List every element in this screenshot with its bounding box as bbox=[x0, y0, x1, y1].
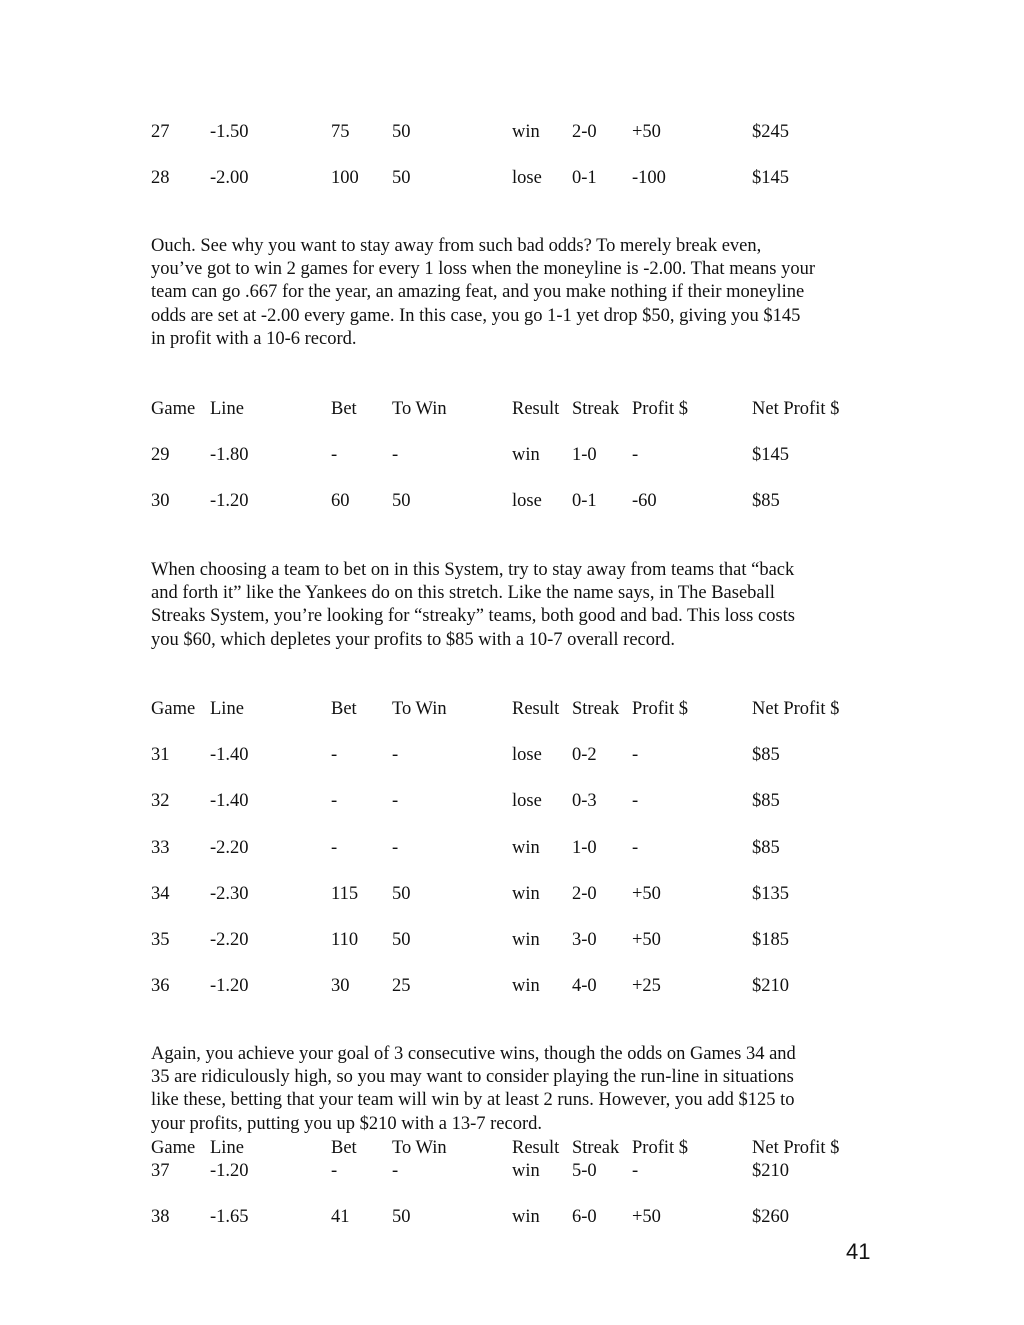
bet-cell: - bbox=[331, 1161, 338, 1181]
paragraph: When choosing a team to bet on in this System, try to stay away from teams that “back and forth it” like the Yankees do on this stretch. Like the name says, in The Baseball Streaks System, you’re looking for “streaky” teams, both good and bad. This loss costs you $60, which depletes your profits to $85 with a 10-7 overall record. bbox=[151, 560, 795, 650]
bet-cell: 100 bbox=[331, 168, 359, 188]
header-result: Result bbox=[512, 699, 560, 719]
result-cell: lose bbox=[512, 791, 542, 811]
line-cell: -2.00 bbox=[210, 168, 249, 188]
game-cell: 32 bbox=[151, 791, 170, 811]
net-profit-cell: $85 bbox=[752, 838, 780, 858]
net-profit-cell: $85 bbox=[752, 745, 780, 765]
net-profit-cell: $245 bbox=[752, 122, 789, 142]
profit-cell: - bbox=[632, 838, 639, 858]
to-win-cell: 50 bbox=[392, 1207, 411, 1227]
result-cell: lose bbox=[512, 745, 542, 765]
header-streak: Streak bbox=[572, 699, 620, 719]
profit-cell: - bbox=[632, 1161, 639, 1181]
header-line: Line bbox=[210, 699, 244, 719]
game-cell: 31 bbox=[151, 745, 170, 765]
header-game: Game bbox=[151, 699, 196, 719]
game-cell: 28 bbox=[151, 168, 170, 188]
profit-cell: -60 bbox=[632, 491, 657, 511]
to-win-cell: 25 bbox=[392, 976, 411, 996]
page-number: 41 bbox=[846, 1239, 871, 1264]
bet-cell: - bbox=[331, 838, 338, 858]
result-cell: win bbox=[512, 884, 540, 904]
profit-cell: - bbox=[632, 745, 639, 765]
bet-cell: 110 bbox=[331, 930, 359, 950]
streak-cell: 1-0 bbox=[572, 838, 597, 858]
streak-cell: 1-0 bbox=[572, 445, 597, 465]
result-cell: lose bbox=[512, 491, 542, 511]
net-profit-cell: $135 bbox=[752, 884, 789, 904]
streak-cell: 5-0 bbox=[572, 1161, 597, 1181]
profit-cell: +50 bbox=[632, 930, 661, 950]
line-cell: -1.40 bbox=[210, 791, 249, 811]
header-bet: Bet bbox=[331, 699, 357, 719]
profit-cell: +25 bbox=[632, 976, 661, 996]
header-line: Line bbox=[210, 1138, 244, 1158]
streak-cell: 0-1 bbox=[572, 491, 597, 511]
game-cell: 29 bbox=[151, 445, 170, 465]
header-bet: Bet bbox=[331, 399, 357, 419]
header-net-profit: Net Profit $ bbox=[752, 399, 840, 419]
bet-cell: - bbox=[331, 445, 338, 465]
profit-cell: +50 bbox=[632, 1207, 661, 1227]
header-net-profit: Net Profit $ bbox=[752, 1138, 840, 1158]
header-result: Result bbox=[512, 1138, 560, 1158]
net-profit-cell: $210 bbox=[752, 1161, 789, 1181]
line-cell: -1.50 bbox=[210, 122, 249, 142]
game-cell: 38 bbox=[151, 1207, 170, 1227]
bet-cell: - bbox=[331, 745, 338, 765]
result-cell: win bbox=[512, 1161, 540, 1181]
header-streak: Streak bbox=[572, 399, 620, 419]
bet-cell: 41 bbox=[331, 1207, 350, 1227]
line-cell: -2.20 bbox=[210, 838, 249, 858]
to-win-cell: - bbox=[392, 1161, 399, 1181]
to-win-cell: 50 bbox=[392, 884, 411, 904]
profit-cell: - bbox=[632, 791, 639, 811]
result-cell: win bbox=[512, 445, 540, 465]
result-cell: lose bbox=[512, 168, 542, 188]
streak-cell: 2-0 bbox=[572, 122, 597, 142]
to-win-cell: - bbox=[392, 445, 399, 465]
profit-cell: -100 bbox=[632, 168, 666, 188]
streak-cell: 2-0 bbox=[572, 884, 597, 904]
result-cell: win bbox=[512, 976, 540, 996]
line-cell: -1.40 bbox=[210, 745, 249, 765]
result-cell: win bbox=[512, 1207, 540, 1227]
net-profit-cell: $260 bbox=[752, 1207, 789, 1227]
header-profit: Profit $ bbox=[632, 1138, 689, 1158]
bet-cell: 115 bbox=[331, 884, 359, 904]
to-win-cell: - bbox=[392, 838, 399, 858]
line-cell: -2.20 bbox=[210, 930, 249, 950]
to-win-cell: - bbox=[392, 791, 399, 811]
header-profit: Profit $ bbox=[632, 699, 689, 719]
game-cell: 35 bbox=[151, 930, 170, 950]
streak-cell: 0-3 bbox=[572, 791, 597, 811]
header-streak: Streak bbox=[572, 1138, 620, 1158]
header-game: Game bbox=[151, 399, 196, 419]
streak-cell: 0-1 bbox=[572, 168, 597, 188]
net-profit-cell: $85 bbox=[752, 491, 780, 511]
header-net-profit: Net Profit $ bbox=[752, 699, 840, 719]
header-line: Line bbox=[210, 399, 244, 419]
streak-cell: 4-0 bbox=[572, 976, 597, 996]
game-cell: 37 bbox=[151, 1161, 170, 1181]
line-cell: -1.20 bbox=[210, 491, 249, 511]
streak-cell: 3-0 bbox=[572, 930, 597, 950]
header-profit: Profit $ bbox=[632, 399, 689, 419]
header-bet: Bet bbox=[331, 1138, 357, 1158]
header-to-win: To Win bbox=[392, 1138, 447, 1158]
bet-cell: 30 bbox=[331, 976, 350, 996]
line-cell: -1.20 bbox=[210, 1161, 249, 1181]
net-profit-cell: $85 bbox=[752, 791, 780, 811]
header-result: Result bbox=[512, 399, 560, 419]
paragraph: Ouch. See why you want to stay away from such bad odds? To merely break even, you’ve got to win 2 games for every 1 loss when the moneyline is -2.00. That means your team can go .667 for the year, an amazing feat, and you make nothing if their moneyline odds are set at -2.00 every game. In this case, you go 1-1 yet drop $50, giving you $145 in profit with a 10-6 record. bbox=[151, 236, 815, 349]
bet-cell: - bbox=[331, 791, 338, 811]
streak-cell: 0-2 bbox=[572, 745, 597, 765]
line-cell: -2.30 bbox=[210, 884, 249, 904]
streak-cell: 6-0 bbox=[572, 1207, 597, 1227]
profit-cell: +50 bbox=[632, 884, 661, 904]
game-cell: 36 bbox=[151, 976, 170, 996]
result-cell: win bbox=[512, 838, 540, 858]
line-cell: -1.20 bbox=[210, 976, 249, 996]
profit-cell: +50 bbox=[632, 122, 661, 142]
bet-cell: 75 bbox=[331, 122, 350, 142]
bet-cell: 60 bbox=[331, 491, 350, 511]
game-cell: 27 bbox=[151, 122, 170, 142]
result-cell: win bbox=[512, 122, 540, 142]
game-cell: 30 bbox=[151, 491, 170, 511]
line-cell: -1.65 bbox=[210, 1207, 249, 1227]
paragraph: Again, you achieve your goal of 3 consecutive wins, though the odds on Games 34 and 35 are ridiculously high, so you may want to consider playing the run-line in situations like these, betting that your team will win by at least 2 runs. However, you add $125 to your profits, putting you up $210 with a 13-7 record. bbox=[151, 1044, 796, 1134]
result-cell: win bbox=[512, 930, 540, 950]
line-cell: -1.80 bbox=[210, 445, 249, 465]
header-to-win: To Win bbox=[392, 699, 447, 719]
net-profit-cell: $145 bbox=[752, 168, 789, 188]
game-cell: 33 bbox=[151, 838, 170, 858]
net-profit-cell: $210 bbox=[752, 976, 789, 996]
to-win-cell: 50 bbox=[392, 168, 411, 188]
to-win-cell: 50 bbox=[392, 930, 411, 950]
header-to-win: To Win bbox=[392, 399, 447, 419]
profit-cell: - bbox=[632, 445, 639, 465]
to-win-cell: 50 bbox=[392, 491, 411, 511]
header-game: Game bbox=[151, 1138, 196, 1158]
net-profit-cell: $145 bbox=[752, 445, 789, 465]
to-win-cell: 50 bbox=[392, 122, 411, 142]
to-win-cell: - bbox=[392, 745, 399, 765]
net-profit-cell: $185 bbox=[752, 930, 789, 950]
game-cell: 34 bbox=[151, 884, 170, 904]
